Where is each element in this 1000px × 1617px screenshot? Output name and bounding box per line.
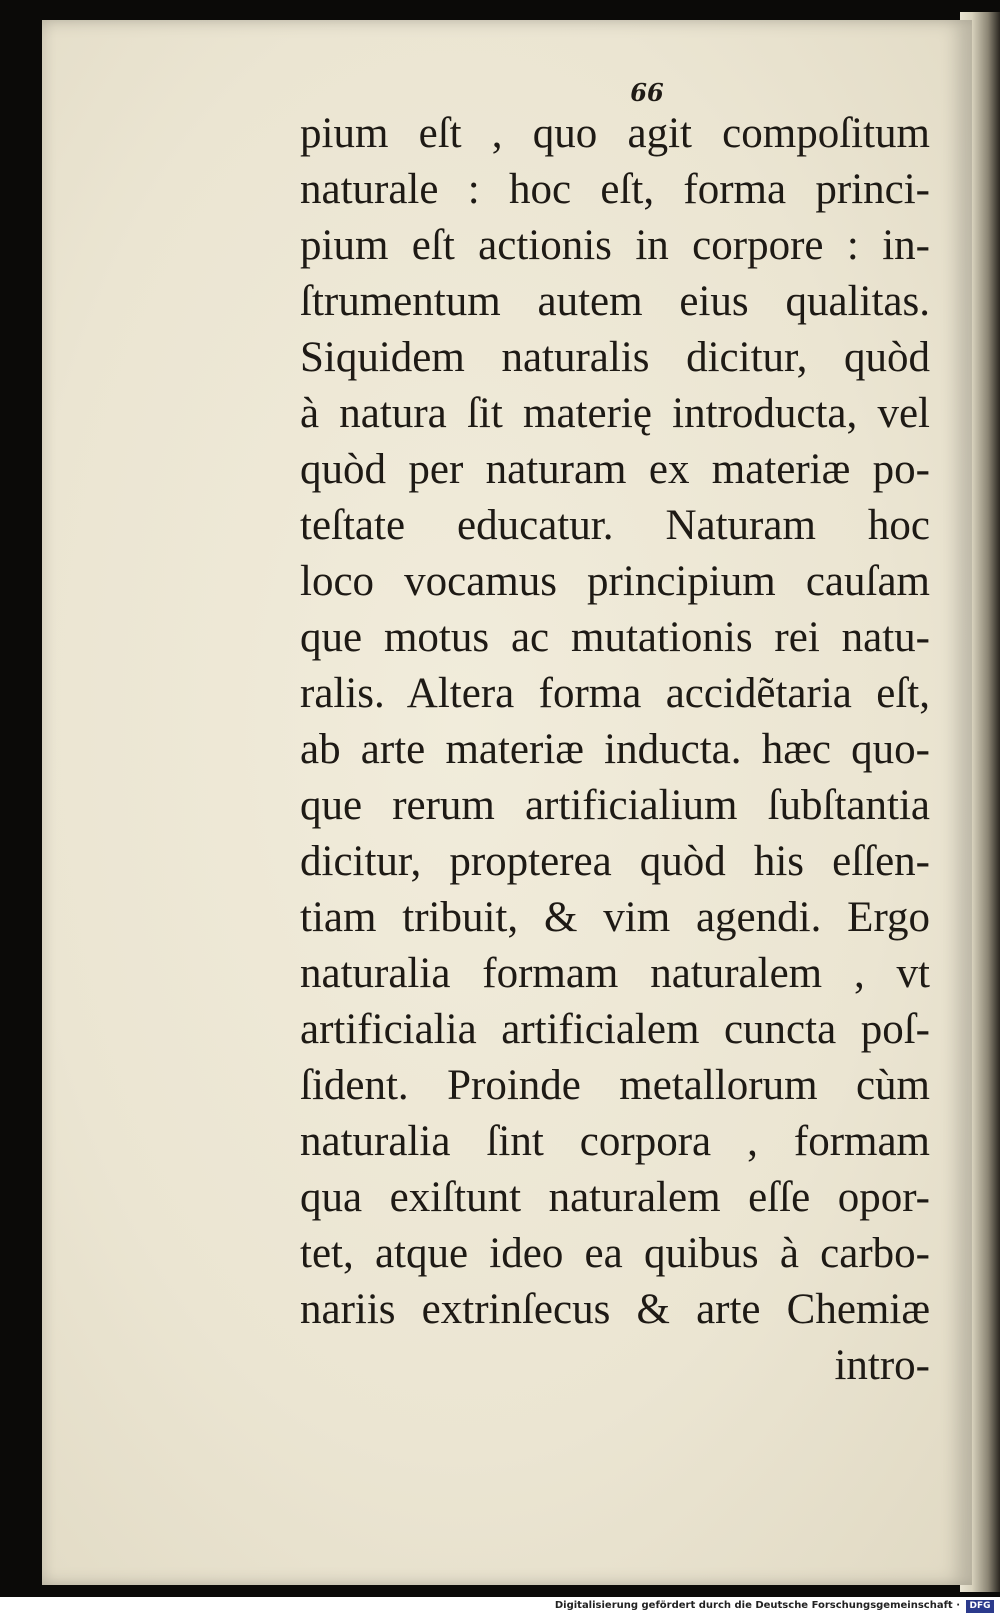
body-text xyxy=(300,106,930,1394)
text-line: tet, atque ideo ea quibus à carbo- xyxy=(300,1230,930,1277)
footer-bar xyxy=(0,1597,1000,1617)
text-line: naturale : hoc eſt, forma princi- xyxy=(300,166,930,213)
text-line: artificialia artificialem cuncta poſ- xyxy=(300,1006,930,1053)
text-line: ſtrumentum autem eius qualitas. xyxy=(300,278,930,325)
text-line: teſtate educatur. Naturam hoc xyxy=(300,502,930,549)
text-line: qua exiſtunt naturalem eſſe opor- xyxy=(300,1174,930,1221)
text-line: pium eſt actionis in corpore : in- xyxy=(300,222,930,269)
page-number: 66 xyxy=(630,78,664,107)
text-line: pium eſt , quo agit compoſitum xyxy=(300,110,930,157)
text-line: tiam tribuit, & vim agendi. Ergo xyxy=(300,894,930,941)
text-line: que motus ac mutationis rei natu- xyxy=(300,614,930,661)
text-line: naturalia formam naturalem , vt xyxy=(300,950,930,997)
text-line: dicitur, propterea quòd his eſſen- xyxy=(300,838,930,885)
catchword: intro- xyxy=(834,1342,930,1389)
dfg-logo: DFG xyxy=(966,1600,994,1613)
text-line: ſident. Proinde metallorum cùm xyxy=(300,1062,930,1109)
text-line: à natura ſit materię introducta, vel xyxy=(300,390,930,437)
text-line: nariis extrinſecus & arte Chemiæ xyxy=(300,1286,930,1333)
text-line: ralis. Altera forma accidẽtaria eſt, xyxy=(300,670,930,717)
text-line: quòd per naturam ex materiæ po- xyxy=(300,446,930,493)
text-line: loco vocamus principium cauſam xyxy=(300,558,930,605)
text-line: naturalia ſint corpora , formam xyxy=(300,1118,930,1165)
funding-credit: Digitalisierung gefördert durch die Deutsche Forschungsgemeinschaft · xyxy=(554,1600,960,1611)
text-line: Siquidem naturalis dicitur, quòd xyxy=(300,334,930,381)
text-line: ab arte materiæ inducta. hæc quo- xyxy=(300,726,930,773)
text-line: que rerum artificialium ſubſtantia xyxy=(300,782,930,829)
